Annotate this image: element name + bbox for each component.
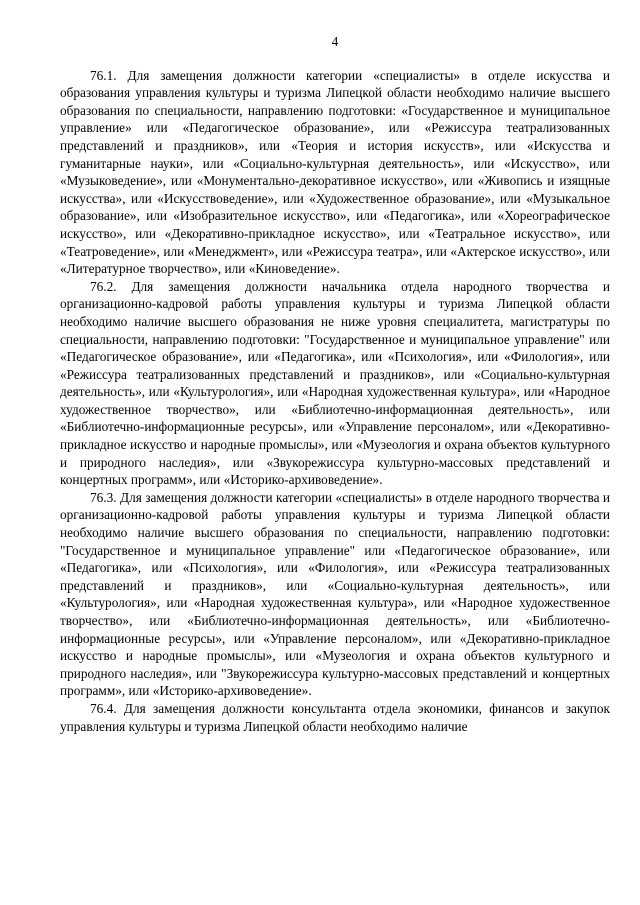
paragraph-76-2: 76.2. Для замещения должности начальника отдела народного творчества и организационно-кадровой работы управления культуры и туризма Липецкой области необходимо наличие высшего образования не ниже уровня специалитета, магистратуры по специальности, направлению подготовки: "Государственное и муниципальное управление" или «Педагогическое образование», или «Педагогика», или «Психология», или «Филология», или «Режиссура театрализованных представлений и праздников», или «Социально-культурная деятельность», или «Культурология», или «Народная художественная культура», или «Народное художественное творчество», или «Библиотечно-информационная деятельность», или «Библиотечно-информационные ресурсы», или «Управление персоналом», или «Декоративно-прикладное искусство и народные промыслы», или «Музеология и охрана объектов культурного и природного наследия», или «Звукорежиссура культурно-массовых представлений и концертных программ», или «Историко-архивоведение».: [60, 278, 610, 488]
document-page: [60, 33, 610, 735]
paragraph-76-4: 76.4. Для замещения должности консультанта отдела экономики, финансов и закупок управления культуры и туризма Липецкой области необходимо наличие: [60, 700, 610, 734]
paragraph-76-1: 76.1. Для замещения должности категории «специалисты» в отделе искусства и образования управления культуры и туризма Липецкой области необходимо наличие высшего образования по специальности, направлению подготовки: «Государственное и муниципальное управление» или «Педагогическое образование», или «Режиссура театрализованных представлений и праздников», или «Теория и история искусств», или «Искусства и гуманитарные науки», или «Социально-культурная деятельность», или «Искусство», или «Музыковедение», или «Монументально-декоративное искусство», или «Живопись и изящные искусства», или «Искусствоведение», или «Художественное образование», или «Музыкальное образование», или «Изобразительное искусство», или «Педагогика», или «Хореографическое искусство», или «Декоративно-прикладное искусство», или «Театральное искусство», или «Театроведение», или «Менеджмент», или «Режиссура театра», или «Актерское искусство», или «Литературное творчество», или «Киноведение».: [60, 67, 610, 277]
page-number: 4: [331, 34, 339, 49]
paragraph-76-3: 76.3. Для замещения должности категории «специалисты» в отделе народного творчества и организационно-кадровой работы управления культуры и туризма Липецкой области необходимо наличие высшего образования по специальности, направлению подготовки: "Государственное и муниципальное управление" или «Педагогическое образование», или «Педагогика», или «Психология», или «Филология», или «Режиссура театрализованных представлений и праздников», или «Социально-культурная деятельность», или «Культурология», или «Народная художественная культура», или «Народное художественное творчество», или «Библиотечно-информационная деятельность», или «Библиотечно-информационные ресурсы», или «Управление персоналом», или «Декоративно-прикладное искусство и народные промыслы», или «Музеология и охрана объектов культурного и природного наследия», или "Звукорежиссура культурно-массовых представлений и концертных программ», или «Историко-архивоведение».: [60, 489, 610, 699]
